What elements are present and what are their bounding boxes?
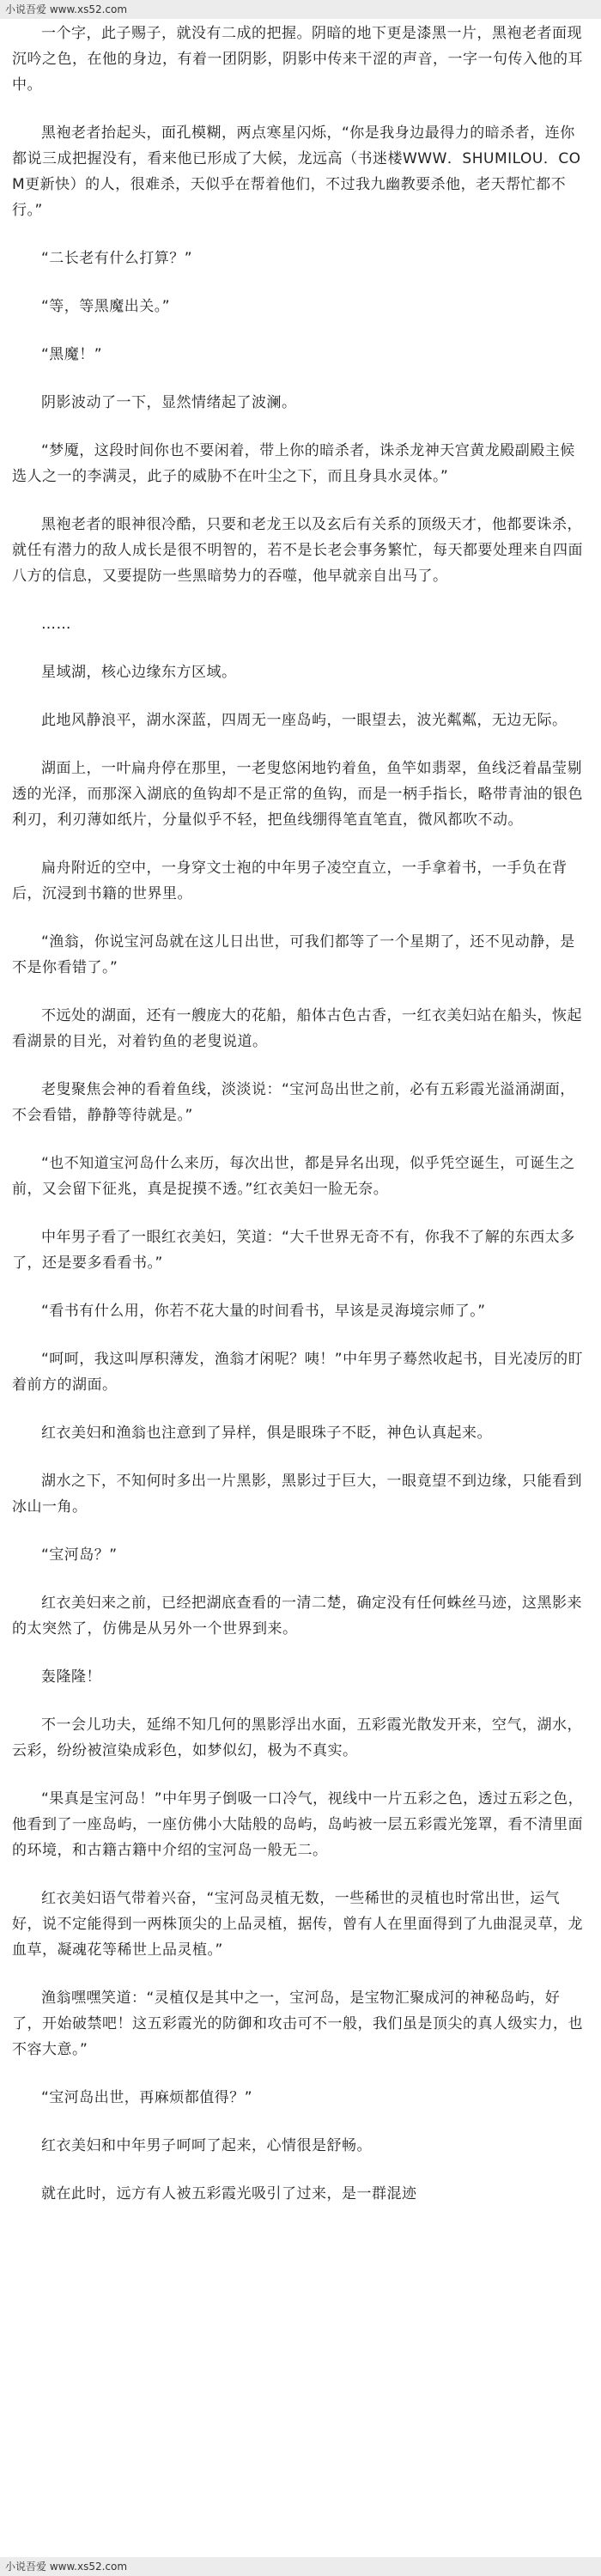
top-site-bar — [0, 0, 601, 19]
paragraph: “黑魔！” — [41, 346, 103, 363]
paragraph: “宝河岛？” — [41, 1546, 118, 1564]
paragraph: 星域湖，核心边缘东方区域。 — [41, 664, 237, 681]
paragraph: 一个字，此子赐子，就没有二成的把握。阴暗的地下更是漆黑一片，黑袍老者面现沉吟之色，在他的身边，有着一团阴影，阴影中传来干涩的声音，一字一句传入他的耳中。 — [12, 25, 583, 94]
paragraph: 老叟聚焦会神的看着鱼线，淡淡说：“宝河岛出世之前，必有五彩霞光溢涌湖面，不会看错，静静等待就是。” — [12, 1081, 575, 1124]
paragraph: “呵呵，我这叫厚积薄发，渔翁才闲呢？咦！”中年男子蓦然收起书，目光凌厉的盯着前方的湖面。 — [12, 1351, 584, 1394]
paragraph: “二长老有什么打算？” — [41, 250, 193, 267]
paragraph: 阴影波动了一下，显然情绪起了波澜。 — [41, 394, 297, 411]
paragraph: 中年男子看了一眼红衣美妇，笑道：“大千世界无奇不有，你我不了解的东西太多了，还是要多看看书。” — [12, 1229, 575, 1272]
paragraph: 红衣美妇和中年男子呵呵了起来，心情很是舒畅。 — [41, 2137, 372, 2154]
bottom-site-label: 小说吾爱 www.xs52.com — [5, 2561, 128, 2573]
top-site-label: 小说吾爱 www.xs52.com — [5, 3, 128, 15]
paragraph: 红衣美妇语气带着兴奋，“宝河岛灵植无数，一些稀世的灵植也时常出世，运气好，说不定能得到一两株顶尖的上品灵植，据传，曾有人在里面得到了九曲混灵草，龙血草，凝魂花等稀世上品灵植。” — [12, 1890, 583, 1959]
paragraph: 扁舟附近的空中，一身穿文士袍的中年男子凌空直立，一手拿着书，一手负在背后，沉浸到书籍的世界里。 — [12, 860, 568, 902]
paragraph: 不一会儿功夫，延绵不知几何的黑影浮出水面，五彩霞光散发开来，空气，湖水，云彩，纷纷被渲染成彩色，如梦似幻，极为不真实。 — [12, 1716, 582, 1759]
paragraph: 此地风静浪平，湖水深蓝，四周无一座岛屿，一眼望去，波光粼粼，无边无际。 — [41, 712, 568, 729]
paragraph: 轰隆隆！ — [41, 1668, 101, 1686]
paragraph: “也不知道宝河岛什么来历，每次出世，都是异名出现，似乎凭空诞生，可诞生之前，又会留下征兆，真是捉摸不透。”红衣美妇一脸无奈。 — [12, 1155, 575, 1198]
paragraph: 湖水之下，不知何时多出一片黑影，黑影过于巨大，一眼竟望不到边缘，只能看到冰山一角。 — [12, 1473, 582, 1516]
paragraph-separator: …… — [41, 616, 71, 633]
paragraph: 黑袍老者的眼神很冷酷，只要和老龙王以及玄后有关系的顶级天才，他都要诛杀，就任有潜力的敌人成长是很不明智的，若不是长老会事务繁忙，每天都要处理来自四面八方的信息，又要提防一些黑暗势力的吞噬，他早就亲自出马了。 — [12, 516, 583, 585]
paragraph: “等，等黑魔出关。” — [41, 298, 171, 315]
paragraph: 不远处的湖面，还有一艘庞大的花船，船体古色古香，一红衣美妇站在船头，恢起看湖景的目光，对着钓鱼的老叟说道。 — [12, 1007, 582, 1050]
paragraph: “梦魇，这段时间你也不要闲着，带上你的暗杀者，诛杀龙神天宫黄龙殿副殿主候选人之一的李满灵，此子的威胁不在叶尘之下，而且身具水灵体。” — [12, 442, 575, 485]
chapter-content — [0, 19, 601, 2557]
paragraph: 红衣美妇和渔翁也注意到了异样，俱是眼珠子不眨，神色认真起来。 — [41, 1425, 492, 1442]
bottom-site-bar — [0, 2557, 601, 2576]
paragraph: “渔翁，你说宝河岛就在这儿日出世，可我们都等了一个星期了，还不见动静，是不是你看错了。” — [12, 933, 575, 976]
paragraph: 红衣美妇来之前，已经把湖底查看的一清二楚，确定没有任何蛛丝马迹，这黑影来的太突然了，仿佛是从另外一个世界到来。 — [12, 1595, 582, 1637]
paragraph: 就在此时，远方有人被五彩霞光吸引了过来，是一群混迹 — [41, 2185, 417, 2202]
paragraph: 渔翁嘿嘿笑道：“灵植仅是其中之一，宝河岛，是宝物汇聚成河的神秘岛屿，好了，开始破禁吧！这五彩霞光的防御和攻击可不一般，我们虽是顶尖的真人级实力，也不容大意。” — [12, 1990, 583, 2058]
paragraph: 湖面上，一叶扁舟停在那里，一老叟悠闲地钓着鱼，鱼竿如翡翠，鱼线泛着晶莹剔透的光泽，而那深入湖底的鱼钩却不是正常的鱼钩，而是一柄手指长，略带青油的银色利刃，利刃薄如纸片，分量似乎不轻，把鱼线绷得笔直笔直，微风都吹不动。 — [12, 760, 583, 829]
paragraph: “果真是宝河岛！”中年男子倒吸一口冷气，视线中一片五彩之色，透过五彩之色，他看到了一座岛屿，一座仿佛小大陆般的岛屿，岛屿被一层五彩霞光笼罩，看不清里面的环境，和古籍古籍中介绍的宝河岛一般无二。 — [12, 1790, 584, 1859]
paragraph: 黑袍老者抬起头，面孔模糊，两点寒星闪烁，“你是我身边最得力的暗杀者，连你都说三成把握没有，看来他已形成了大候，龙远高（书迷楼WWW．SHUMILOU．COM更新快）的人，很难杀，天似乎在帮着他们，不过我九幽教要杀他，老天帮忙都不行。” — [12, 125, 581, 219]
paragraph: “看书有什么用，你若不花大量的时间看书，早该是灵海境宗师了。” — [41, 1303, 486, 1320]
paragraph: “宝河岛出世，再麻烦都值得？” — [41, 2089, 253, 2106]
